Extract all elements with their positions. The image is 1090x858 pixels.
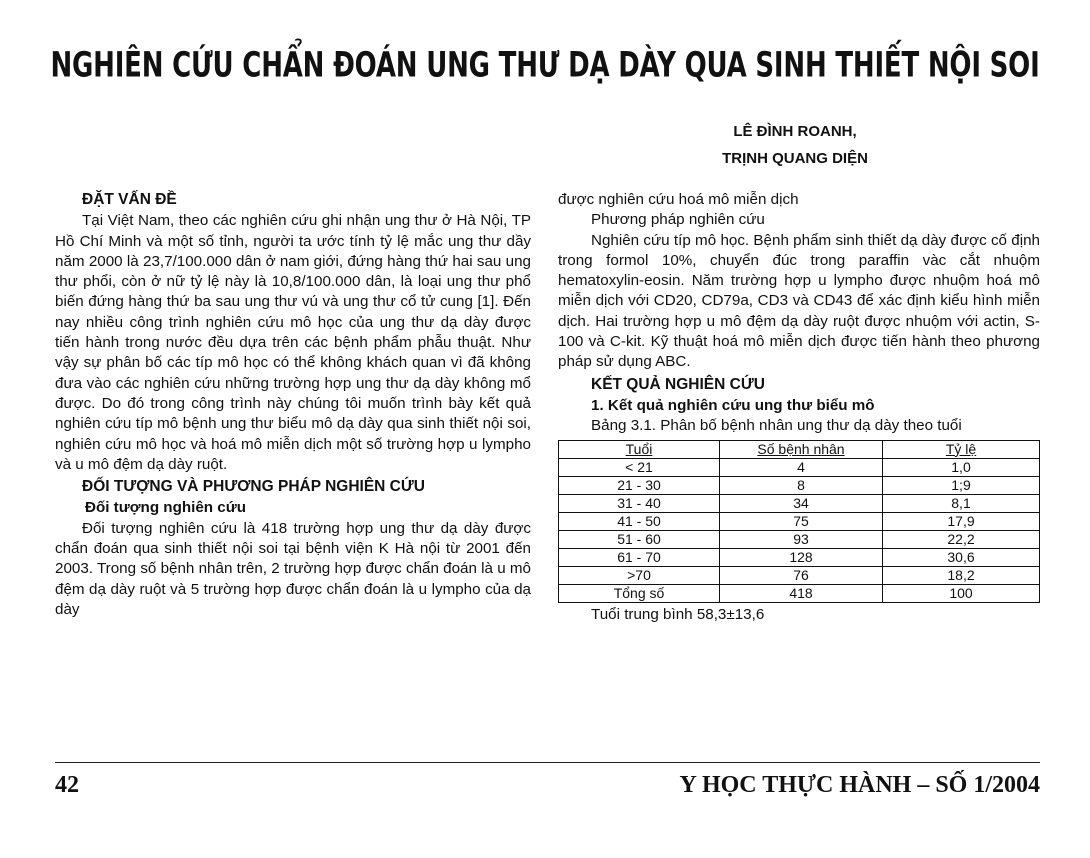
cell-patients: 76	[720, 566, 883, 584]
header-patients: Số bệnh nhân	[720, 440, 883, 458]
table-row	[559, 548, 1040, 566]
paragraph-subjects: Đối tượng nghiên cứu là 418 trường hợp ung thư dạ dày được chẩn đoán qua sinh thiết nội soi tại bệnh viện K Hà nội từ 2001 đến 2003. Trong số bệnh nhân trên, 2 trường hợp được chẩn đoán là u mô đệm dạ dày ruột và 5 trường hợp được chẩn đoán là u lympho của dạ dày	[55, 519, 531, 618]
page-number: 42	[55, 772, 79, 798]
cell-ratio: 18,2	[883, 566, 1040, 584]
cell-age: 61 - 70	[559, 548, 720, 566]
cell-age: 41 - 50	[559, 512, 720, 530]
table-row	[559, 530, 1040, 548]
author-2: TRỊNH QUANG DIỆN	[722, 150, 868, 167]
paragraph-introduction: Tại Việt Nam, theo các nghiên cứu ghi nhận ung thư ở Hà Nội, TP Hồ Chí Minh và một số tỉnh, người ta ước tính tỷ lệ mắc ung thư dầy năm 2000 là 23,7/100.000 dân ở nam giới, đứng hàng thứ hai sau ung thư phổi, còn ở nữ tỷ lệ này là 10,8/100.000 dân, là loại ung thư phổ biến đứng hàng thứ ba sau ung thư vú và ung thư cổ tử cung [1]. Đến nay nhiều công trình nghiên cứu mô học của ung thư dạ dày được tiến hành trong nước đều dựa trên các bệnh phẩm phẫu thuật. Như vậy sự phân bố các típ mô học có thể không khách quan vì đã không đưa vào các nghiên cứu những trường hợp ung thư dạ dày không mổ được. Do đó trong công trình này chúng tôi muốn trình bày kết quả nghiên cứu típ mô bệnh ung thư biểu mô dạ dày qua sinh thiết nội soi, nghiên cứu mô học và hoá mô miễn dịch một số trường hợp u lympho và u mô đệm dạ dày ruột.	[55, 212, 531, 473]
table-row	[559, 476, 1040, 494]
heading-introduction: ĐẶT VẤN ĐỀ	[82, 191, 177, 208]
paragraph-continuation: được nghiên cứu hoá mô miễn dịch	[558, 191, 799, 208]
cell-age: 51 - 60	[559, 530, 720, 548]
age-distribution-table	[558, 440, 1040, 603]
footer-divider	[55, 762, 1040, 763]
cell-ratio: 1;9	[883, 476, 1040, 494]
cell-age: 31 - 40	[559, 494, 720, 512]
cell-patients: 418	[720, 584, 883, 602]
cell-patients: 34	[720, 494, 883, 512]
table-row	[559, 566, 1040, 584]
article-title: NGHIÊN CỨU CHẨN ĐOÁN UNG THƯ DẠ DÀY QUA SINH THIẾT NỘI SOI	[50, 46, 1040, 86]
cell-patients: 8	[720, 476, 883, 494]
cell-ratio: 22,2	[883, 530, 1040, 548]
table-row	[559, 458, 1040, 476]
table-row	[559, 512, 1040, 530]
mean-age-note: Tuổi trung bình 58,3±13,6	[591, 605, 765, 623]
cell-patients: 4	[720, 458, 883, 476]
cell-age: >70	[559, 566, 720, 584]
cell-age: < 21	[559, 458, 720, 476]
cell-ratio: 1,0	[883, 458, 1040, 476]
cell-patients: 75	[720, 512, 883, 530]
cell-ratio: 100	[883, 584, 1040, 602]
subheading-method: Phương pháp nghiên cứu	[591, 211, 765, 229]
authors	[650, 118, 940, 172]
paragraph-method: Nghiên cứu típ mô học. Bệnh phẩm sinh thiết dạ dày được cố định trong formol 10%, chuyển đúc trong paraffin vàc cắt nhuộm hematoxylin-eosin. Năm trường hợp u lympho được nhuộm hoá mô miễn dịch với CD20, CD79a, CD3 và CD43 để xác định kiểu hình miễn dịch. Hai trường hợp u mô đệm dạ dày ruột được nhuộm với actin, S-100 và C-kit. Kỹ thuật hoá mô miễn dịch được tiến hành theo phương pháp sử dụng ABC.	[558, 231, 1040, 371]
subheading-carcinoma: 1. Kết quả nghiên cứu ung thư biểu mô	[591, 396, 875, 414]
right-column	[558, 190, 1040, 625]
table-row-total	[559, 584, 1040, 602]
cell-ratio: 30,6	[883, 548, 1040, 566]
cell-age: Tổng số	[559, 584, 720, 602]
header-age: Tuổi	[559, 440, 720, 458]
cell-patients: 128	[720, 548, 883, 566]
cell-patients: 93	[720, 530, 883, 548]
heading-results: KẾT QUẢ NGHIÊN CỨU	[591, 375, 765, 393]
table-header-row	[559, 440, 1040, 458]
author-1: LÊ ĐÌNH ROANH,	[733, 123, 857, 140]
table-row	[559, 494, 1040, 512]
journal-name: Y HỌC THỰC HÀNH – SỐ 1/2004	[679, 772, 1040, 798]
cell-age: 21 - 30	[559, 476, 720, 494]
subheading-subjects: Đối tượng nghiên cứu	[85, 499, 247, 517]
table-caption: Bảng 3.1. Phân bố bệnh nhân ung thư dạ dày theo tuổi	[591, 417, 962, 435]
left-column	[55, 190, 531, 620]
heading-methods: ĐỐI TƯỢNG VÀ PHƯƠNG PHÁP NGHIÊN CỨU	[82, 478, 425, 496]
cell-ratio: 8,1	[883, 494, 1040, 512]
cell-ratio: 17,9	[883, 512, 1040, 530]
header-ratio: Tỷ lệ	[883, 440, 1040, 458]
